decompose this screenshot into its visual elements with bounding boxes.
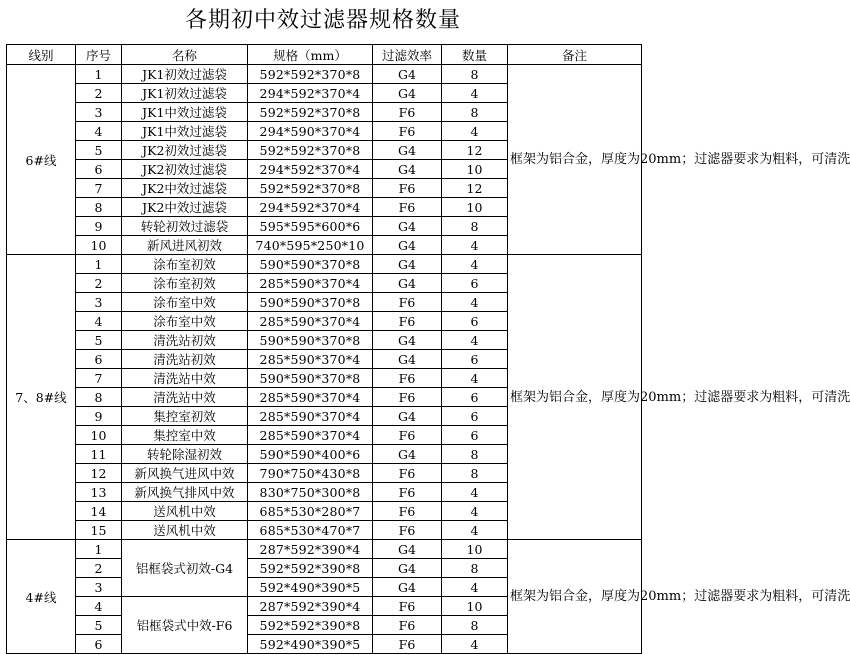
table-row: [7, 255, 642, 274]
efficiency-cell: F6: [373, 369, 442, 388]
spec-cell: 287*592*390*4: [248, 597, 373, 616]
spec-cell: 285*590*370*4: [248, 407, 373, 426]
row-number: 6: [76, 635, 122, 654]
header-row: [7, 45, 642, 65]
quantity-cell: 6: [442, 426, 508, 445]
quantity-cell: 8: [442, 103, 508, 122]
row-number: 11: [76, 445, 122, 464]
row-number: 10: [76, 236, 122, 255]
quantity-cell: 12: [442, 141, 508, 160]
efficiency-cell: G4: [373, 160, 442, 179]
quantity-cell: 10: [442, 160, 508, 179]
efficiency-cell: G4: [373, 65, 442, 84]
item-name: JK2中效过滤袋: [122, 198, 248, 217]
quantity-cell: 8: [442, 445, 508, 464]
quantity-cell: 8: [442, 559, 508, 578]
row-number: 1: [76, 65, 122, 84]
spec-cell: 590*590*370*8: [248, 255, 373, 274]
quantity-cell: 8: [442, 464, 508, 483]
spec-cell: 285*590*370*4: [248, 426, 373, 445]
quantity-cell: 4: [442, 255, 508, 274]
efficiency-cell: F6: [373, 483, 442, 502]
efficiency-cell: F6: [373, 198, 442, 217]
row-number: 1: [76, 255, 122, 274]
spec-cell: 685*530*470*7: [248, 521, 373, 540]
efficiency-cell: G4: [373, 331, 442, 350]
col-header-remark: 备注: [508, 45, 642, 65]
spec-cell: 592*592*370*8: [248, 65, 373, 84]
quantity-cell: 8: [442, 616, 508, 635]
item-name: 清洗站初效: [122, 331, 248, 350]
item-name: JK2初效过滤袋: [122, 141, 248, 160]
spec-cell: 592*490*390*5: [248, 635, 373, 654]
quantity-cell: 6: [442, 407, 508, 426]
row-number: 4: [76, 597, 122, 616]
efficiency-cell: G4: [373, 407, 442, 426]
efficiency-cell: F6: [373, 502, 442, 521]
item-name: 涂布室中效: [122, 312, 248, 331]
quantity-cell: 4: [442, 521, 508, 540]
col-header-spec: 规格（mm）: [248, 45, 373, 65]
quantity-cell: 6: [442, 312, 508, 331]
item-name: 涂布室初效: [122, 274, 248, 293]
efficiency-cell: F6: [373, 179, 442, 198]
filter-spec-table: [6, 44, 850, 654]
quantity-cell: 4: [442, 502, 508, 521]
spec-cell: 790*750*430*8: [248, 464, 373, 483]
item-name: 集控室中效: [122, 426, 248, 445]
spec-cell: 590*590*370*8: [248, 369, 373, 388]
efficiency-cell: F6: [373, 103, 442, 122]
efficiency-cell: F6: [373, 464, 442, 483]
efficiency-cell: G4: [373, 559, 442, 578]
row-number: 7: [76, 369, 122, 388]
item-name: JK2中效过滤袋: [122, 179, 248, 198]
col-header-no: 序号: [76, 45, 122, 65]
efficiency-cell: G4: [373, 445, 442, 464]
quantity-cell: 8: [442, 217, 508, 236]
row-number: 3: [76, 103, 122, 122]
row-number: 3: [76, 293, 122, 312]
item-name: 转轮除湿初效: [122, 445, 248, 464]
page-title: 各期初中效过滤器规格数量: [184, 8, 461, 33]
quantity-cell: 4: [442, 578, 508, 597]
item-name: 新风换气排风中效: [122, 483, 248, 502]
quantity-cell: 6: [442, 350, 508, 369]
row-number: 6: [76, 160, 122, 179]
row-number: 4: [76, 312, 122, 331]
item-name: 转轮初效过滤袋: [122, 217, 248, 236]
item-name: 清洗站初效: [122, 350, 248, 369]
efficiency-cell: F6: [373, 388, 442, 407]
efficiency-cell: F6: [373, 426, 442, 445]
item-name: 新风进风初效: [122, 236, 248, 255]
item-name: 铝框袋式中效-F6: [122, 597, 248, 654]
row-number: 6: [76, 350, 122, 369]
spec-cell: 590*590*400*6: [248, 445, 373, 464]
spec-cell: 590*590*370*8: [248, 331, 373, 350]
efficiency-cell: F6: [373, 122, 442, 141]
line-cell: 4#线: [7, 540, 76, 654]
row-number: 1: [76, 540, 122, 559]
quantity-cell: 4: [442, 331, 508, 350]
efficiency-cell: G4: [373, 540, 442, 559]
col-header-quantity: 数量: [442, 45, 508, 65]
spec-cell: 740*595*250*10: [248, 236, 373, 255]
row-number: 5: [76, 331, 122, 350]
quantity-cell: 10: [442, 540, 508, 559]
efficiency-cell: F6: [373, 616, 442, 635]
efficiency-cell: G4: [373, 217, 442, 236]
spec-cell: 294*590*370*4: [248, 122, 373, 141]
line-cell: 7、8#线: [7, 255, 76, 540]
efficiency-cell: F6: [373, 312, 442, 331]
efficiency-cell: F6: [373, 635, 442, 654]
item-name: JK1中效过滤袋: [122, 103, 248, 122]
col-header-efficiency: 过滤效率: [373, 45, 442, 65]
item-name: 涂布室中效: [122, 293, 248, 312]
item-name: JK1初效过滤袋: [122, 84, 248, 103]
row-number: 3: [76, 578, 122, 597]
quantity-cell: 10: [442, 597, 508, 616]
spec-cell: 287*592*390*4: [248, 540, 373, 559]
remark-cell: 框架为铝合金，厚度为20mm；过滤器要求为粗料，可清洗: [508, 540, 642, 654]
efficiency-cell: F6: [373, 597, 442, 616]
row-number: 2: [76, 559, 122, 578]
row-number: 9: [76, 217, 122, 236]
spec-cell: 592*592*370*8: [248, 179, 373, 198]
row-number: 2: [76, 274, 122, 293]
remark-cell: 框架为铝合金，厚度为20mm；过滤器要求为粗料，可清洗: [508, 65, 642, 255]
spec-cell: 590*590*370*8: [248, 293, 373, 312]
spec-cell: 285*590*370*4: [248, 350, 373, 369]
quantity-cell: 4: [442, 84, 508, 103]
spec-cell: 685*530*280*7: [248, 502, 373, 521]
item-name: 清洗站中效: [122, 388, 248, 407]
spec-cell: 830*750*300*8: [248, 483, 373, 502]
row-number: 8: [76, 388, 122, 407]
efficiency-cell: G4: [373, 274, 442, 293]
row-number: 7: [76, 179, 122, 198]
spec-cell: 285*590*370*4: [248, 312, 373, 331]
efficiency-cell: G4: [373, 350, 442, 369]
row-number: 4: [76, 122, 122, 141]
spec-cell: 592*592*390*8: [248, 559, 373, 578]
row-number: 5: [76, 616, 122, 635]
spec-cell: 592*592*370*8: [248, 103, 373, 122]
spec-cell: 294*592*370*4: [248, 84, 373, 103]
table-row: [7, 540, 642, 559]
item-name: 新风换气进风中效: [122, 464, 248, 483]
row-number: 8: [76, 198, 122, 217]
row-number: 14: [76, 502, 122, 521]
efficiency-cell: F6: [373, 521, 442, 540]
quantity-cell: 6: [442, 388, 508, 407]
line-cell: 6#线: [7, 65, 76, 255]
row-number: 15: [76, 521, 122, 540]
col-header-line: 线别: [7, 45, 76, 65]
row-number: 10: [76, 426, 122, 445]
item-name: JK2初效过滤袋: [122, 160, 248, 179]
efficiency-cell: G4: [373, 84, 442, 103]
item-name: JK1初效过滤袋: [122, 65, 248, 84]
quantity-cell: 4: [442, 236, 508, 255]
quantity-cell: 4: [442, 122, 508, 141]
row-number: 2: [76, 84, 122, 103]
row-number: 5: [76, 141, 122, 160]
spec-cell: 285*590*370*4: [248, 388, 373, 407]
efficiency-cell: G4: [373, 141, 442, 160]
spec-cell: 294*592*370*4: [248, 160, 373, 179]
spec-cell: 285*590*370*4: [248, 274, 373, 293]
item-name: 送风机中效: [122, 502, 248, 521]
remark-cell: 框架为铝合金，厚度为20mm；过滤器要求为粗料，可清洗: [508, 255, 642, 540]
quantity-cell: 6: [442, 274, 508, 293]
spec-cell: 592*592*390*8: [248, 616, 373, 635]
efficiency-cell: G4: [373, 255, 442, 274]
item-name: 集控室初效: [122, 407, 248, 426]
spec-cell: 592*490*390*5: [248, 578, 373, 597]
item-name: JK1中效过滤袋: [122, 122, 248, 141]
quantity-cell: 10: [442, 198, 508, 217]
quantity-cell: 4: [442, 635, 508, 654]
spec-cell: 294*592*370*4: [248, 198, 373, 217]
table-row: [7, 65, 642, 84]
quantity-cell: 8: [442, 65, 508, 84]
item-name: 铝框袋式初效-G4: [122, 540, 248, 597]
quantity-cell: 4: [442, 483, 508, 502]
item-name: 清洗站中效: [122, 369, 248, 388]
col-header-name: 名称: [122, 45, 248, 65]
row-number: 9: [76, 407, 122, 426]
row-number: 12: [76, 464, 122, 483]
efficiency-cell: G4: [373, 578, 442, 597]
spec-cell: 592*592*370*8: [248, 141, 373, 160]
efficiency-cell: F6: [373, 293, 442, 312]
quantity-cell: 4: [442, 369, 508, 388]
spec-cell: 595*595*600*6: [248, 217, 373, 236]
quantity-cell: 12: [442, 179, 508, 198]
item-name: 送风机中效: [122, 521, 248, 540]
item-name: 涂布室初效: [122, 255, 248, 274]
efficiency-cell: G4: [373, 236, 442, 255]
quantity-cell: 4: [442, 293, 508, 312]
row-number: 13: [76, 483, 122, 502]
